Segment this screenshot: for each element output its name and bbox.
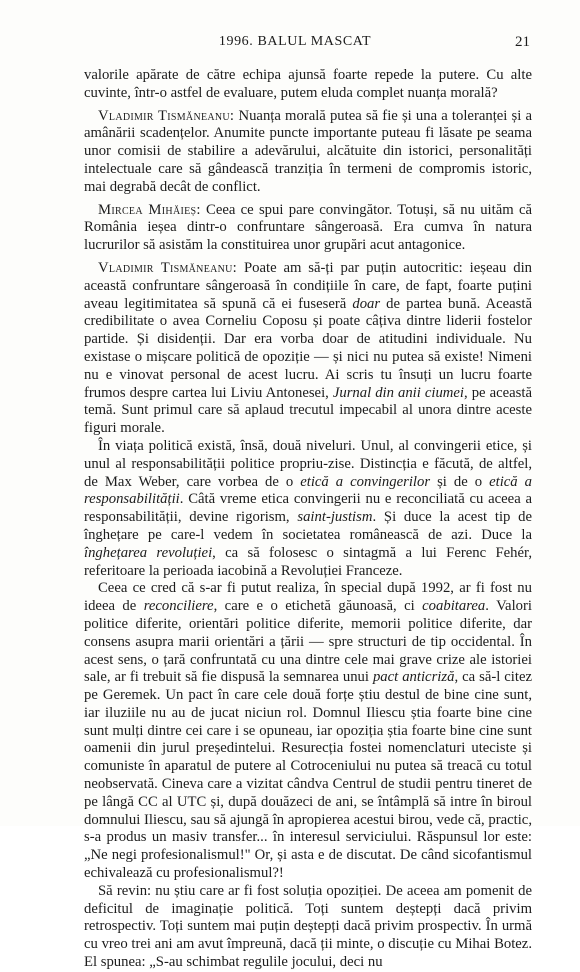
paragraph	[84, 883, 532, 972]
paragraph-text: de partea bună. Această credibilitate o avea Corneliu Coposu și poate câțiva dintre liderii fostelor partide. Și disidenții. Dar era vorba doar de atitudini individuale. Nu existase o mișcare politică de opoziție — și nici nu putea să existe! Nimeni nu e vinovat personal de acest lucru. Ai scris tu însuți un lucru foarte frumos despre cartea lui Liviu Antonesei,	[84, 295, 532, 401]
running-title: 1996. BALUL MASCAT	[218, 34, 372, 49]
paragraph-text: , ca să-l citez pe Geremek. Un pact în care cele două forțe știu destul de bine cine sunt, iar iluziile nu au de jucat niciun rol. Domnul Iliescu știa foarte bine cine sunt mulți dintre cei care i se opuneau, iar opoziția știa foarte bine cine sunt oamenii din jurul președintelui. Resurecția fostei nomenclaturi uteciste și comuniste în aparatul de putere al Cotroceniului nu putea să treacă cu totul neobservată. Cineva care a vizitat cândva Centrul de studii pentru tineret de pe lângă CC al UTC și, după douăzeci de ani, se întâmplă să intre în biroul domnului Iliescu, sau să ajungă în apropierea acestui birou, vede că, practic, s-a produs un masiv transfer... în interesul serviciului. Răspunsul lor este: „Ne negi profesionalismul!" Or, și asta e de discutat. De când sicofantismul echivalează cu profesionalismul?!	[84, 669, 532, 882]
body-text	[84, 67, 533, 971]
paragraph-text: . Și duce la acest tip de înghețare pe care-l vedem în societatea românească de azi. Duce la	[84, 509, 532, 543]
italic-phrase: reconciliere	[143, 598, 214, 615]
paragraph-text: valorile apărate de către echipa ajunsă foarte repede la putere. Cu alte cuvinte, într-o astfel de evaluare, putem eluda complet nuanța morală?	[84, 67, 532, 101]
paragraph	[84, 438, 532, 580]
italic-phrase: doar	[352, 295, 381, 312]
italic-phrase: pact anticriză	[372, 669, 455, 686]
paragraph-text: . Valori politice diferite, orientări politice diferite, memorii politice diferite, dar consens asupra marii orientări a țării — spre structuri de tip occidental. În acest sens, o țară confruntată cu una dintre cele mai grave crize ale istoriei sale, ar fi trebuit să fie dispusă la semnarea unui	[84, 598, 532, 686]
italic-phrase: coabitarea	[422, 598, 486, 615]
paragraph-text: . Câtă vreme etica convingerii nu e reconciliată cu aceea a responsabilității, devine rigorism,	[84, 491, 532, 526]
italic-phrase: etică a convingerilor	[300, 473, 431, 490]
paragraph-text: Să revin: nu știu care ar fi fost soluția opoziției. De aceea am pomenit de deficitul de imaginație politică. Toți suntem deștepți dacă privim retrospectiv. Toți suntem mai puțin deștepți dacă privim prospectiv. În urmă cu vreo trei ani am avut împreună, dacă ții minte, o discuție cu Mihai Botez. El spunea: „S-au schimbat regulile jocului, deci nu	[84, 882, 532, 971]
paragraph-text: , pe această temă. Sunt primul care să aplaud trecutul impecabil al unora dintre aceste figuri morale.	[84, 384, 532, 437]
paragraph-text: , care e o etichetă găunoasă, ci	[213, 598, 423, 615]
italic-phrase: Jurnal din anii ciumei	[332, 384, 465, 401]
paragraph-text: Ceea ce spui pare convingător. Totuși, să nu uităm că România ieșea dintr-o confruntare sângeroasă. Era cumva în natura lucrurilor să asistăm la constituirea unor grupări acut antagonice.	[84, 201, 532, 254]
paragraph-text: Poate am să-ți par puțin autocritic: ieșeau din această confruntare sângeroasă în condițiile în care, de fapt, foarte puțini aveau legitimitatea să spună că ei fuseseră	[84, 259, 532, 312]
paragraph	[84, 67, 532, 103]
italic-phrase: etică a responsabilității	[84, 473, 533, 508]
paragraph-text: și de o	[430, 473, 490, 490]
speaker-name: Vladimir Tismăneanu:	[98, 259, 238, 276]
italic-phrase: saint-justism	[297, 509, 373, 526]
paragraph-text: În viața politică există, însă, două niveluri. Unul, al convingerii etice, și unul al responsabilității politice propriu-zise. Distincția e făcută, de altfel, de Max Weber, care vorbea de o	[84, 437, 532, 490]
speaker-name: Mircea Mihăieș:	[98, 201, 201, 218]
paragraph-text: , ca să folosesc o sintagmă a lui Ferenc Fehér, referitoare la perioada iacobină a Revoluției Franceze.	[84, 544, 532, 579]
paragraph	[84, 260, 532, 438]
page-header	[60, 34, 530, 56]
page-number: 21	[515, 34, 530, 50]
speaker-name: Vladimir Tismăneanu:	[98, 107, 235, 124]
paragraph	[84, 202, 532, 255]
paragraph-text: Ceea ce cred că s-ar fi putut realiza, în special după 1992, ar fi fost nu ideea de	[84, 580, 532, 615]
italic-phrase: înghețarea revoluției	[84, 544, 213, 561]
paragraph-text: Nuanța morală putea să fie și una a toleranței și a amânării scadențelor. Anumite puncte importante puteau fi lăsate pe seama unor comisii de stabilire a adevărului, alcătuite din istorici, personalități intelectuale care să gândească tranziția în termeni de compromis istoric, mai degrabă decât de conflict.	[84, 107, 532, 195]
paragraph	[84, 580, 532, 883]
paragraph	[84, 108, 532, 197]
